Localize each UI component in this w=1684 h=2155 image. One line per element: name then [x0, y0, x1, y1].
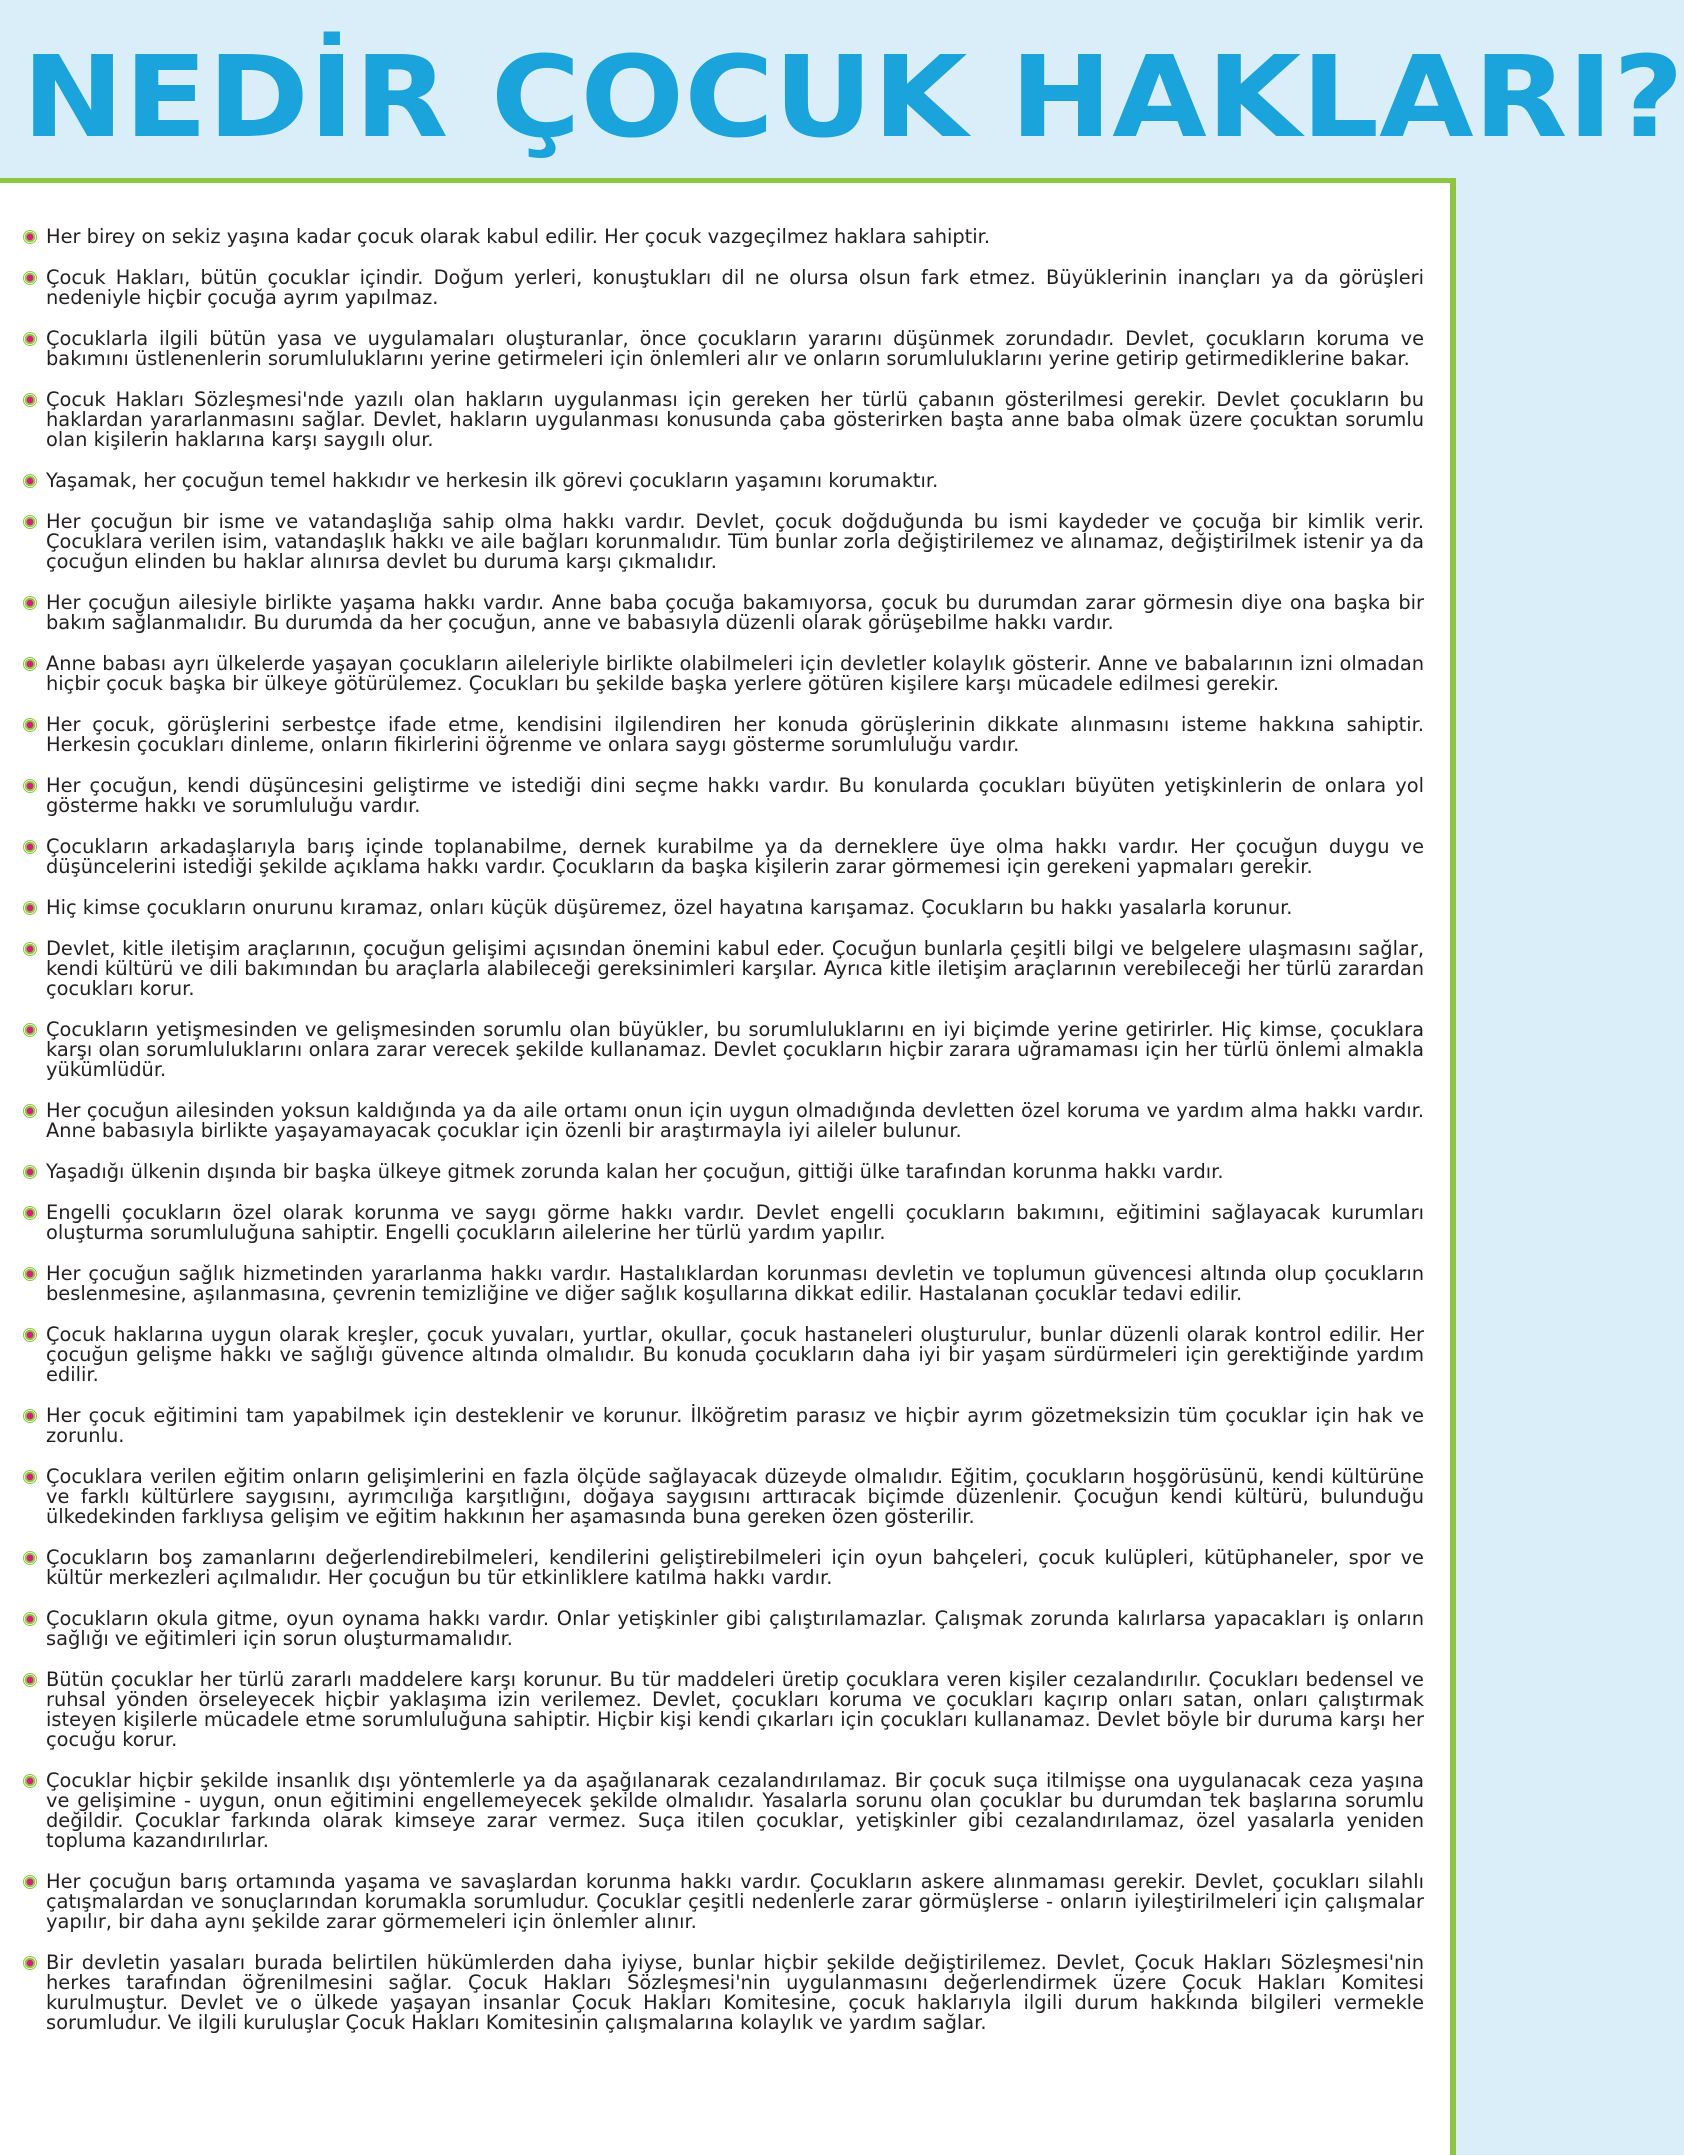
list-item-text: Bütün çocuklar her türlü zararlı maddelere karşı korunur. Bu tür maddeleri üretip çocuklara veren kişiler cezalandırılır. Çocukları bedensel ve ruhsal yönden örseleyecek hiçbir yaklaşıma izin verilemez. Devlet, çocukları koruma ve çocukları kaçırıp onları satan, onları çalıştırmak isteyen kişilerle mücadele etme sorumluluğuna sahiptir. Hiçbir kişi kendi çıkarları için çocukları kullanamaz. Devlet böyle bir duruma karşı her çocuğu korur.: [46, 1668, 1424, 1751]
list-item: [22, 1467, 1424, 1527]
list-item: [22, 1953, 1424, 2033]
list-item: [22, 898, 1424, 918]
bullet-icon: [23, 1165, 37, 1179]
page-title: NEDİR ÇOCUK HAKLARI?: [22, 33, 1684, 163]
bullet-icon: [23, 840, 37, 854]
list-item: [22, 1609, 1424, 1649]
bullet-icon: [23, 942, 37, 956]
list-item-text: Çocuklar hiçbir şekilde insanlık dışı yöntemlerle ya da aşağılanarak cezalandırılamaz. Bir çocuk suça itilmişse ona uygulanacak ceza yaşına ve gelişimine - uygun, onun eğitimini engellemeyecek şekilde olmalıdır. Yasalarla sorunu olan çocuklar bu durumdan tek başlarına sorumlu değildir. Çocuklar farkında olarak kimseye zarar vermez. Suça itilen çocuklar, yetişkinler gibi cezalandırılamaz, özel yasalarla yeniden topluma kazandırılırlar.: [46, 1769, 1424, 1852]
list-item-text: Her çocuğun bir isme ve vatandaşlığa sahip olma hakkı vardır. Devlet, çocuk doğduğunda bu ismi kaydeder ve çocuğa bir kimlik verir. Çocuklara verilen isim, vatandaşlık hakkı ve aile bağları korunmalıdır. Tüm bunlar zorla değiştirilemez ve alınamaz, değiştirilmek istenir ya da çocuğun elinden bu haklar alınırsa devlet bu duruma karşı çıkmalıdır.: [46, 510, 1424, 573]
list-item-text: Çocukların yetişmesinden ve gelişmesinden sorumlu olan büyükler, bu sorumluluklarını en iyi biçimde yerine getirirler. Hiç kimse, çocuklara karşı olan sorumluluklarını onlara zarar verecek şekilde kullanamaz. Devlet çocukların hiçbir zarara uğramaması için her türlü önlemi almakla yükümlüdür.: [46, 1018, 1424, 1081]
list-item: [22, 390, 1424, 450]
list-item-text: Çocukların boş zamanlarını değerlendirebilmeleri, kendilerini geliştirebilmeleri için oyun bahçeleri, çocuk kulüpleri, kütüphaneler, spor ve kültür merkezleri açılmalıdır. Her çocuğun bu tür etkinliklere katılma hakkı vardır.: [46, 1546, 1424, 1589]
bullet-icon: [23, 1774, 37, 1788]
bullet-icon: [23, 1612, 37, 1626]
list-item-text: Yaşamak, her çocuğun temel hakkıdır ve herkesin ilk görevi çocukların yaşamını korumaktır.: [46, 469, 939, 492]
bullet-icon: [23, 1409, 37, 1423]
bullet-icon: [23, 1267, 37, 1281]
bullet-icon: [23, 1470, 37, 1484]
bullet-icon: [23, 1673, 37, 1687]
bullet-icon: [23, 1206, 37, 1220]
list-item-text: Çocukların okula gitme, oyun oynama hakkı vardır. Onlar yetişkinler gibi çalıştırılamazlar. Çalışmak zorunda kalırlarsa yapacakları iş onların sağlığı ve eğitimleri için sorun oluşturmamalıdır.: [46, 1607, 1424, 1650]
bullet-icon: [23, 515, 37, 529]
bullet-icon: [23, 271, 37, 285]
list-item: [22, 471, 1424, 491]
rights-list: [22, 227, 1424, 2054]
list-item: [22, 1670, 1424, 1750]
list-item-text: Her çocuğun ailesiyle birlikte yaşama hakkı vardır. Anne baba çocuğa bakamıyorsa, çocuk bu durumdan zarar görmesin diye ona başka bir bakım sağlanmalıdır. Bu durumda da her çocuğun, anne ve babasıyla düzenli olarak görüşebilme hakkı vardır.: [46, 591, 1424, 634]
list-item: [22, 1872, 1424, 1932]
bullet-icon: [23, 1328, 37, 1342]
list-item-text: Çocuk Hakları, bütün çocuklar içindir. Doğum yerleri, konuştukları dil ne olursa olsun fark etmez. Büyüklerinin inançları ya da görüşleri nedeniyle hiçbir çocuğa ayrım yapılmaz.: [46, 266, 1424, 309]
bullet-icon: [23, 1104, 37, 1118]
list-item: [22, 1203, 1424, 1243]
bullet-icon: [23, 779, 37, 793]
list-item-text: Her birey on sekiz yaşına kadar çocuk olarak kabul edilir. Her çocuk vazgeçilmez haklara sahiptir.: [46, 225, 991, 248]
list-item-text: Yaşadığı ülkenin dışında bir başka ülkeye gitmek zorunda kalan her çocuğun, gittiği ülke tarafından korunma hakkı vardır.: [46, 1160, 1224, 1183]
bullet-icon: [23, 1551, 37, 1565]
list-item-text: Her çocuğun ailesinden yoksun kaldığında ya da aile ortamı onun için uygun olmadığında devletten özel koruma ve yardım alma hakkı vardır. Anne babasıyla birlikte yaşayamayacak çocuklar için özenli bir araştırmayla iyi aileler bulunur.: [46, 1099, 1424, 1142]
bullet-icon: [23, 332, 37, 346]
list-item: [22, 1020, 1424, 1080]
list-item-text: Her çocuk eğitimini tam yapabilmek için desteklenir ve korunur. İlköğretim parasız ve hiçbir ayrım gözetmeksizin tüm çocuklar için hak ve zorunlu.: [46, 1404, 1424, 1447]
list-item: [22, 1264, 1424, 1304]
list-item: [22, 939, 1424, 999]
list-item: [22, 1325, 1424, 1385]
list-item-text: Devlet, kitle iletişim araçlarının, çocuğun gelişimi açısından önemini kabul eder. Çocuğun bunlarla çeşitli bilgi ve belgelere ulaşmasını sağlar, kendi kültürü ve dili bakımından bu araçlarla alabileceği gereksinimleri karşılar. Ayrıca kitle iletişim araçlarının verebileceği her türlü zarardan çocukları korur.: [46, 937, 1424, 1000]
bullet-icon: [23, 596, 37, 610]
list-item-text: Çocukların arkadaşlarıyla barış içinde toplanabilme, dernek kurabilme ya da derneklere üye olma hakkı vardır. Her çocuğun duygu ve düşüncelerini istediği şekilde açıklama hakkı vardır. Çocukların da başka kişilerin zarar görmemesi için gerekeni yapmaları gerekir.: [46, 835, 1424, 878]
bullet-icon: [23, 657, 37, 671]
list-item: [22, 512, 1424, 572]
bullet-icon: [23, 901, 37, 915]
list-item: [22, 593, 1424, 633]
list-item-text: Her çocuğun, kendi düşüncesini geliştirme ve istediği dini seçme hakkı vardır. Bu konularda çocukları büyüten yetişkinlerin de onlara yol gösterme hakkı ve sorumluluğu vardır.: [46, 774, 1424, 817]
list-item: [22, 227, 1424, 247]
bullet-icon: [23, 474, 37, 488]
content-panel: [0, 178, 1456, 2155]
list-item: [22, 1406, 1424, 1446]
list-item: [22, 1162, 1424, 1182]
list-item-text: Çocuk Hakları Sözleşmesi'nde yazılı olan hakların uygulanması için gereken her türlü çabanın gösterilmesi gerekir. Devlet çocukların bu haklardan yararlanmasını sağlar. Devlet, hakların uygulanması konusunda çaba gösterirken başta anne baba olmak üzere çocuktan sorumlu olan kişilerin haklarına karşı saygılı olur.: [46, 388, 1424, 451]
list-item: [22, 1101, 1424, 1141]
header-banner: [0, 0, 1684, 178]
list-item: [22, 329, 1424, 369]
list-item-text: Çocuklara verilen eğitim onların gelişimlerini en fazla ölçüde sağlayacak düzeyde olmalıdır. Eğitim, çocukların hoşgörüsünü, kendi kültürüne ve farklı kültürlere saygısını, ayrımcılığa karşıtlığını, doğaya saygısını arttıracak biçimde düzenlenir. Çocuğun kendi kültürü, bulunduğu ülkedekinden farklıysa gelişim ve eğitim hakkının her aşamasında buna gereken özen gösterilir.: [46, 1465, 1424, 1528]
list-item-text: Engelli çocukların özel olarak korunma ve saygı görme hakkı vardır. Devlet engelli çocukların bakımını, eğitimini sağlayacak kurumları oluşturma sorumluluğuna sahiptir. Engelli çocukların ailelerine her türlü yardım yapılır.: [46, 1201, 1424, 1244]
list-item-text: Anne babası ayrı ülkelerde yaşayan çocukların aileleriyle birlikte olabilmeleri için devletler kolaylık gösterir. Anne ve babalarının izni olmadan hiçbir çocuk başka bir ülkeye götürülemez. Çocukları bu şekilde başka yerlere götüren kişilere karşı mücadele edilmesi gerekir.: [46, 652, 1424, 695]
bullet-icon: [23, 718, 37, 732]
bullet-icon: [23, 1956, 37, 1970]
list-item-text: Çocuklarla ilgili bütün yasa ve uygulamaları oluşturanlar, önce çocukların yararını düşünmek zorundadır. Devlet, çocukların koruma ve bakımını üstlenenlerin sorumluluklarını yerine getirmeleri için önlemleri alır ve onların sorumluluklarını yerine getirip getirmediklerine bakar.: [46, 327, 1424, 370]
list-item: [22, 268, 1424, 308]
list-item: [22, 1771, 1424, 1851]
list-item-text: Bir devletin yasaları burada belirtilen hükümlerden daha iyiyse, bunlar hiçbir şekilde değiştirilemez. Devlet, Çocuk Hakları Sözleşmesi'nin herkes tarafından öğrenilmesini sağlar. Çocuk Hakları Sözleşmesi'nin uygulanmasını değerlendirmek üzere Çocuk Hakları Komitesi kurulmuştur. Devlet ve o ülkede yaşayan insanlar Çocuk Hakları Komitesine, çocuk haklarıyla ilgili durum hakkında bilgileri vermekle sorumludur. Ve ilgili kuruluşlar Çocuk Hakları Komitesinin çalışmalarına kolaylık ve yardım sağlar.: [46, 1951, 1424, 2034]
list-item: [22, 776, 1424, 816]
bullet-icon: [23, 393, 37, 407]
bullet-icon: [23, 1023, 37, 1037]
list-item: [22, 837, 1424, 877]
list-item-text: Çocuk haklarına uygun olarak kreşler, çocuk yuvaları, yurtlar, okullar, çocuk hastaneleri oluşturulur, bunlar düzenli olarak kontrol edilir. Her çocuğun gelişme hakkı ve sağlığı güvence altında olmalıdır. Bu konuda çocukların daha iyi bir yaşam sürdürmeleri için gerektiğinde yardım edilir.: [46, 1323, 1424, 1386]
list-item-text: Her çocuk, görüşlerini serbestçe ifade etme, kendisini ilgilendiren her konuda görüşlerinin dikkate alınmasını isteme hakkına sahiptir. Herkesin çocukları dinleme, onların fikirlerini öğrenme ve onlara saygı gösterme sorumluluğu vardır.: [46, 713, 1424, 756]
list-item: [22, 654, 1424, 694]
bullet-icon: [23, 1875, 37, 1889]
list-item: [22, 1548, 1424, 1588]
list-item-text: Her çocuğun sağlık hizmetinden yararlanma hakkı vardır. Hastalıklardan korunması devletin ve toplumun güvencesi altında olup çocukların beslenmesine, aşılanmasına, çevrenin temizliğine ve diğer sağlık koşullarına dikkat edilir. Hastalanan çocuklar tedavi edilir.: [46, 1262, 1424, 1305]
bullet-icon: [23, 230, 37, 244]
list-item-text: Hiç kimse çocukların onurunu kıramaz, onları küçük düşüremez, özel hayatına karışamaz. Çocukların bu hakkı yasalarla korunur.: [46, 896, 1293, 919]
list-item-text: Her çocuğun barış ortamında yaşama ve savaşlardan korunma hakkı vardır. Çocukların askere alınmaması gerekir. Devlet, çocukları silahlı çatışmalardan ve sonuçlarından korumakla sorumludur. Çocuklar çeşitli nedenlerle zarar görmüşlerse - onların iyileştirilmeleri için çalışmalar yapılır, bir daha aynı şekilde zarar görmemeleri için önlemler alınır.: [46, 1870, 1424, 1933]
list-item: [22, 715, 1424, 755]
